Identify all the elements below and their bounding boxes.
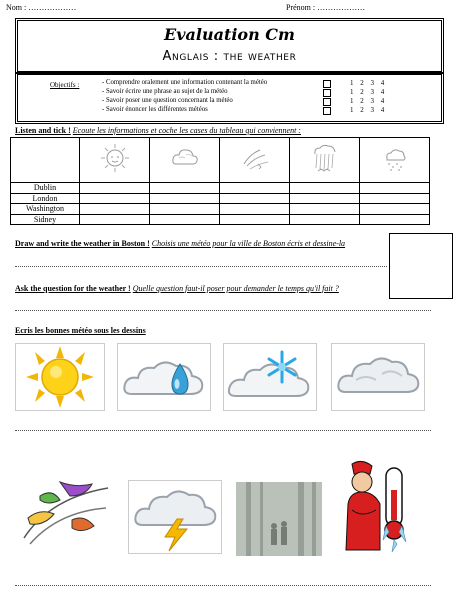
objectives-label: Objectifs : <box>50 81 80 89</box>
page-title: Evaluation Cm <box>164 25 295 44</box>
tick-cell[interactable] <box>80 183 150 194</box>
write-section-title <box>15 326 146 335</box>
answer-line[interactable] <box>15 266 387 267</box>
tick-cell[interactable] <box>360 183 430 194</box>
sun-icon <box>98 142 132 174</box>
write-title: Ecris les bonnes météo sous les dessins <box>15 326 146 335</box>
tick-cell[interactable] <box>220 214 290 225</box>
cold-man-picture <box>340 460 420 556</box>
title-box <box>15 18 444 74</box>
drawing-box[interactable] <box>389 233 453 299</box>
cloud-icon-cell <box>150 138 220 183</box>
tick-cell[interactable] <box>290 183 360 194</box>
listen-section-title <box>15 126 301 135</box>
cloud-icon <box>168 142 202 174</box>
tick-cell[interactable] <box>290 214 360 225</box>
draw-title: Draw and write the weather in Boston ! <box>15 239 150 248</box>
cloud-picture <box>331 343 425 411</box>
tick-cell[interactable] <box>290 193 360 204</box>
ask-instruction: Quelle question faut-il poser pour demander le temps qu'il fait ? <box>132 284 339 293</box>
snow-icon-cell <box>360 138 430 183</box>
tick-cell[interactable] <box>360 214 430 225</box>
objectives-box <box>15 72 444 124</box>
fog-picture <box>236 482 322 556</box>
page-subtitle: Anglais : the weather <box>162 49 297 64</box>
tick-cell[interactable] <box>150 183 220 194</box>
rain-drop-picture <box>117 343 211 411</box>
storm-picture <box>128 480 222 554</box>
objective-scale: 1 2 3 4 <box>350 88 387 96</box>
sun-picture <box>15 343 105 411</box>
objective-item: - Savoir énoncer les différentes météos <box>102 106 208 113</box>
city-london: London <box>11 193 80 204</box>
objective-scale: 1 2 3 4 <box>350 97 387 105</box>
city-dublin: Dublin <box>11 183 80 194</box>
listen-instruction: Ecoute les informations et coche les cases du tableau qui conviennent : <box>72 126 301 135</box>
table-corner <box>11 138 80 183</box>
tick-cell[interactable] <box>360 193 430 204</box>
tick-cell[interactable] <box>220 204 290 215</box>
objective-item: - Savoir poser une question concernant la météo <box>102 97 233 104</box>
objective-checkbox[interactable] <box>323 107 331 115</box>
tick-cell[interactable] <box>150 214 220 225</box>
objective-checkbox[interactable] <box>323 80 331 88</box>
tick-cell[interactable] <box>220 193 290 204</box>
draw-instruction: Choisis une météo pour la ville de Boston écris et dessine-la <box>151 239 346 248</box>
answer-line[interactable] <box>15 310 431 311</box>
tick-cell[interactable] <box>80 214 150 225</box>
draw-section-title <box>15 239 345 248</box>
tick-cell[interactable] <box>290 204 360 215</box>
tick-cell[interactable] <box>150 204 220 215</box>
ask-title: Ask the question for the weather ! <box>15 284 131 293</box>
snow-icon <box>378 142 412 174</box>
objective-item: - Comprendre oralement une information contenant la météo <box>102 79 268 86</box>
ask-section-title <box>15 284 339 293</box>
answer-line[interactable] <box>15 585 431 586</box>
tick-cell[interactable] <box>150 193 220 204</box>
wind-icon-cell <box>220 138 290 183</box>
tick-cell[interactable] <box>80 204 150 215</box>
city-washington: Washington <box>11 204 80 215</box>
snowflake-picture <box>223 343 317 411</box>
tick-cell[interactable] <box>220 183 290 194</box>
answer-line[interactable] <box>15 430 431 431</box>
objective-scale: 1 2 3 4 <box>350 106 387 114</box>
name-field-label: Nom : ……………… <box>6 3 77 12</box>
objective-item: - Savoir écrire une phrase au sujet de la météo <box>102 88 228 95</box>
city-sidney: Sidney <box>11 214 80 225</box>
tick-cell[interactable] <box>80 193 150 204</box>
listen-title: Listen and tick ! <box>15 126 71 135</box>
rain-icon <box>308 142 342 174</box>
objective-checkbox[interactable] <box>323 89 331 97</box>
objective-scale: 1 2 3 4 <box>350 79 387 87</box>
objective-checkbox[interactable] <box>323 98 331 106</box>
wind-picture <box>20 478 112 550</box>
firstname-field-label: Prénom : ……………… <box>286 3 366 12</box>
rain-icon-cell <box>290 138 360 183</box>
weather-tick-table <box>10 137 430 225</box>
wind-icon <box>238 142 272 174</box>
tick-cell[interactable] <box>360 204 430 215</box>
sun-icon-cell <box>80 138 150 183</box>
